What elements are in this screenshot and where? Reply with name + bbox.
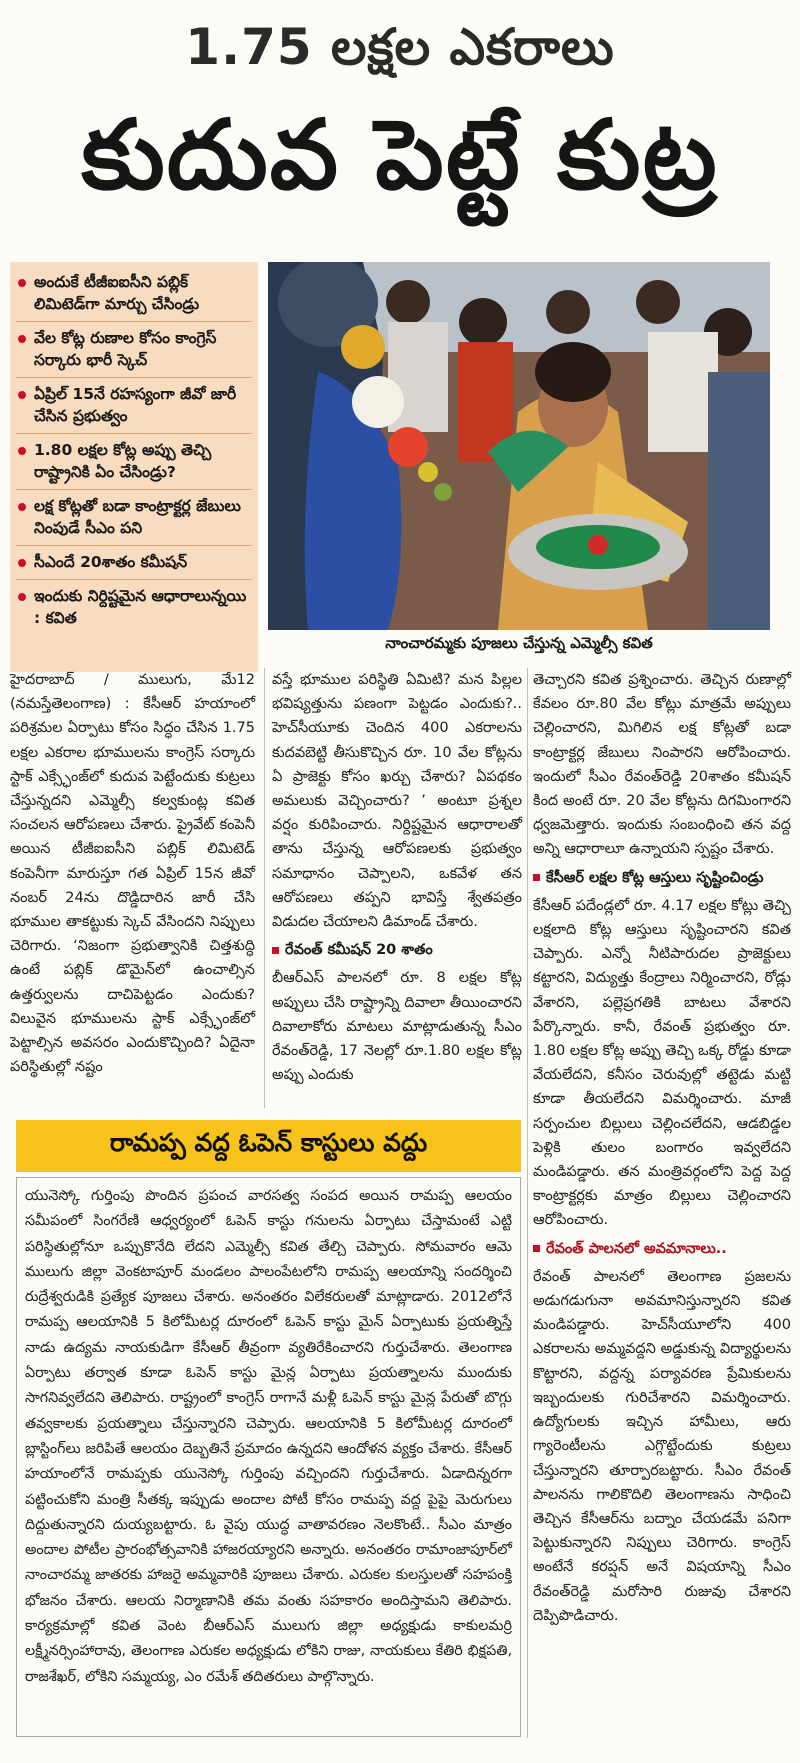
subheading: రేవంత్ కమీషన్ 20 శాతం — [272, 938, 522, 962]
bullet-icon — [18, 593, 26, 601]
body-paragraph: హైదరాబాద్ / ములుగు, మే12 (నమస్తేతెలంగాణ) : కేసీఆర్ హయాంలో పరిశ్రమల ఏర్పాటు కోసం సిద్ధం చేసిన 1.75 లక్షల ఎకరాల భూములను కాంగ్రెస్ సర్కారు స్టాక్ ఎక్స్ఛేంజ్‌లో కుదువ పెట్టేందుకు కుట్రలు చేస్తున్నదని ఎమ్మెల్సీ కల్వకుంట్ల కవిత సంచలన ఆరోపణలు చేశారు. ప్రైవేట్ కంపెనీ అయిన టీజీఐఐసీని పబ్లిక్ లిమిటెడ్ కంపెనీగా మారుస్తూ గత ఏప్రిల్ 15న జీవో నంబర్ 24ను దొడ్డిదారిన జారీ చేసి భూముల తాకట్టుకు స్కెచ్ వేసిందని నిప్పులు చెరిగారు. ‘నిజంగా ప్రభుత్వానికి చిత్తశుద్ధి ఉంటే పబ్లిక్ డొమైన్‌లో ఉంచాల్సిన ఉత్తర్వులను దాచిపెట్టడం ఎందుకు? విలువైన భూములను స్టాక్ ఎక్స్ఛేంజ్‌లో పెట్టాల్సిన అవసరం ఎందుకొచ్చింది? ఏదైనా పరిస్థితుల్లో నష్టం — [10, 672, 255, 1076]
bullet-icon — [272, 947, 279, 954]
bullet-icon — [18, 279, 26, 287]
news-photo — [268, 262, 770, 630]
highlight-item: వేల కోట్ల రుణాల కోసం కాంగ్రెస్ సర్కారు భారీ స్కెచ్ — [16, 322, 252, 378]
article-column-3 — [533, 668, 791, 1628]
kicker-headline: 1.75 లక్షల ఎకరాలు — [185, 18, 615, 76]
bullet-icon — [18, 391, 26, 399]
main-headline: కుదువ పెట్టే కుట్ర — [81, 99, 719, 211]
bullet-icon — [533, 874, 540, 881]
column-divider — [527, 668, 528, 1738]
bullet-icon — [18, 559, 26, 567]
photo-illustration — [268, 262, 770, 630]
box-article: యునెస్కో గుర్తింపు పొందిన ప్రపంచ వారసత్వ సంపద అయిన రామప్ప ఆలయం సమీపంలో సింగరేణి ఆధ్వర్యంలో ఓపెన్ కాస్టు గనులను ఏర్పాటు చేస్తామంటే ఎట్టి పరిస్థితుల్లోనూ ఒప్పుకొనేది లేదని ఎమ్మెల్సీ కవిత తేల్చి చెప్పారు. సోమవారం ఆమె ములుగు జిల్లా వెంకటాపూర్ మండలం పాలంపేటలోని రామప్ప ఆలయాన్ని సందర్శించి రుద్రేశ్వరుడికి ప్రత్యేక పూజలు చేశారు. అనంతరం విలేకరులతో మాట్లాడారు. 2012లోనే రామప్ప ఆలయానికి 5 కిలోమీటర్ల దూరంలో ఓపెన్ కాస్టు మైన్ ఏర్పాటుకు ప్రయత్నిస్తే నాడు ఉద్యమ నాయకుడిగా కేసీఆర్ తీవ్రంగా వ్యతిరేకించారని గుర్తుచేశారు. తెలంగాణ ఏర్పాటు తర్వాత కూడా ఓపెన్ కాస్టు మైన్ల ఏర్పాటు ప్రయత్నాలను ముందుకు సాగనివ్వలేదని తెలిపారు. రాష్ట్రంలో కాంగ్రెస్ రాగానే మళ్లీ ఓపెన్ కాస్టు మైన్ల పేరుతో బొగ్గు తవ్వకాలకు ప్రయత్నాలు చేస్తున్నారని చెప్పారు. ఆలయానికి 5 కిలోమీటర్ల దూరంలో బ్లాస్టింగ్‌లు జరిపితే ఆలయం దెబ్బతినే ప్రమాదం ఉన్నదని ఆందోళన వ్యక్తం చేశారు. కేసీఆర్ హయాంలోనే రామప్పకు యునెస్కో గుర్తింపు వచ్చిందని గుర్తుచేశారు. ఏడాదిన్నరగా పట్టించుకోని మంత్రి సీతక్క ఇప్పుడు అందాల పోటీ కోసం రామప్ప వద్ద పైపై మెరుగులు దిద్దుతున్నారని దుయ్యబట్టారు. ఓ వైపు యుద్ధ వాతావరణం నెలకొంటే.. సీఎం మాత్రం అందాల పోటీల ప్రారంభోత్సవానికి హాజరయ్యారని అన్నారు. అనంతరం రామాంజాపూర్‌లో నాంచారమ్మ జాతరకు హాజరై అమ్మవారికి పూజలు చేశారు. ఎరుకల కులస్తులతో సహపంక్తి భోజనం చేశారు. ఆలయ నిర్మాణానికి తమ వంతు సహకారం అందిస్తామని తెలిపారు. కార్యక్రమాల్లో కవిత వెంట బీఆర్ఎస్ ములుగు జిల్లా అధ్యక్షుడు కాకులమర్రి లక్ష్మీనర్సింహారావు, తెలంగాణ ఎరుకల అధ్యక్షుడు లోకిని రాజు, నాయకులు కేతిరి భిక్షపతి, రాజశేఖర్, లోకిని సమ్మయ్య, ఎం రమేశ్ తదితరులు పాల్గొన్నారు. — [16, 1177, 521, 1737]
highlight-item: అందుకే టీజీఐఐసీని పబ్లిక్ లిమిటెడ్‌గా మార్చు చేసిండ్రు — [16, 266, 252, 322]
body-paragraph: కేసీఆర్ పదేండ్లలో రూ. 4.17 లక్షల కోట్లు తెచ్చి లక్షలాది కోట్ల ఆస్తులు సృష్టించారని కవిత చెప్పారు. ఎన్నో నీటిపారుదల ప్రాజెక్టులు కట్టారని, విద్యుత్తు కేంద్రాలు నిర్మించారని, రోడ్లు వేశారని, పల్లెప్రగతికి బాటలు వేశారని పేర్కొన్నారు. కానీ, రేవంత్ ప్రభుత్వం రూ. 1.80 లక్షల కోట్ల అప్పు తెచ్చి ఒక్క రోడ్డు కూడా వేయలేదని, కనీసం చెరువుల్లో తట్టెడు మట్టి కూడా తీయలేదని విమర్శించారు. మాజీ సర్పంచుల బిల్లులు చెల్లించలేదని, ఆడబిడ్డల పెళ్లికి తులం బంగారం ఇవ్వలేదని మండిపడ్డారు. తన మంత్రివర్గంలోని పెద్ద పెద్ద కాంట్రాక్టర్లకు మాత్రం బిల్లులు చెల్లించారని ఆరోపించారు. — [533, 897, 791, 1229]
highlight-item: ఏప్రిల్ 15నే రహస్యంగా జీవో జారీ చేసిన ప్రభుత్వం — [16, 378, 252, 434]
bullet-icon — [18, 503, 26, 511]
bullet-icon — [18, 335, 26, 343]
body-paragraph: వస్తే భూముల పరిస్థితి ఏమిటి? మన పిల్లల భవిష్యత్తును పణంగా పెట్టడం ఎందుకు?.. హెచ్‌సీయూకు చెందిన 400 ఎకరాలను కుదవబెట్టి తీసుకొచ్చిన రూ. 10 వేల కోట్లను ఏ ప్రాజెక్టు కోసం ఖర్చు చేశారు? ఏపథకం అమలుకు వెచ్చించారు? ’ అంటూ ప్రశ్నల వర్షం కురిపించారు. నిర్దిష్టమైన ఆధారాలతో తాను చేస్తున్న ఆరోపణలకు ప్రభుత్వం సమాధానం చెప్పాలని, ఒకవేళ తన ఆరోపణలు తప్పని భావిస్తే శ్వేతపత్రం విడుదల చేయాలని డిమాండ్ చేశారు. — [272, 672, 522, 931]
highlight-item: 1.80 లక్షల కోట్ల అప్పు తెచ్చి రాష్ట్రానికి ఏం చేసిండ్రు? — [16, 434, 252, 490]
bullet-icon — [533, 1245, 540, 1252]
subheading: కేసీఆర్ లక్షల కోట్ల ఆస్తులు సృష్టించిండ్రు — [533, 866, 791, 890]
body-paragraph: రేవంత్ పాలనలో తెలంగాణ ప్రజలను అడుగడుగునా అవమానిస్తున్నారని కవిత మండిపడ్డారు. హెచ్‌సీయూలోని 400 ఎకరాలను అమ్మవద్దని అడ్డుకున్న విద్యార్థులను కొట్టారని, వద్దన్న పర్యావరణ ప్రేమికులను ఇబ్బందులకు గురిచేశారని విమర్శించారు. ఉద్యోగులకు ఇచ్చిన హామీలు, ఆరు గ్యారెంటీలను ఎగ్గొట్టేందుకు కుట్రలు చేస్తున్నారని తూర్పారబట్టారు. సీఎం రేవంత్ పాలనను గాలికొదిలి తెలంగాణను సాధించి తెచ్చిన కేసీఆర్‌ను బద్నాం చేయడమే పనిగా పెట్టుకున్నారని నిప్పులు చెరిగారు. కాంగ్రెస్ అంటేనే కరప్షన్ అనే విషయాన్ని సీఎం రేవంత్‌రెడ్డి మరోసారి రుజువు చేశారని దెప్పిపొడిచారు. — [533, 1268, 791, 1624]
article-column-1 — [10, 668, 255, 1079]
highlight-item: లక్ష కోట్లతో బడా కాంట్రాక్టర్ల జేబులు నింపుడే సీఎం పని — [16, 490, 252, 546]
bullet-icon — [18, 447, 26, 455]
highlight-item: సీఎందే 20శాతం కమీషన్ — [16, 546, 252, 580]
box-headline: రామప్ప వద్ద ఓపెన్ కాస్టులు వద్దు — [16, 1120, 521, 1172]
body-paragraph: బీఆర్ఎస్ పాలనలో రూ. 8 లక్షల కోట్ల అప్పులు చేసి రాష్ట్రాన్ని దివాలా తీయించారని దివాలాకోరు మాటలు మాట్లాడుతున్న సీఎం రేవంత్‌రెడ్డి, 17 నెలల్లో రూ.1.80 లక్షల కోట్ల అప్పు ఎందుకు — [272, 970, 522, 1084]
column-divider — [264, 668, 265, 1108]
article-column-2 — [272, 668, 522, 1087]
highlight-item: ఇందుకు నిర్దిష్టమైన ఆధారాలున్నయి : కవిత — [16, 580, 252, 635]
body-paragraph: తెచ్చారని కవిత ప్రశ్నించారు. తెచ్చిన రుణాల్లో కేవలం రూ.80 వేల కోట్లు మాత్రమే అప్పులు చెల్లించారని, మిగిలిన లక్ష కోట్లతో బడా కాంట్రాక్టర్ల జేబులు నింపారని ఆరోపించారు. ఇందులో సీఎం రేవంత్‌రెడ్డి 20శాతం కమీషన్ కింద అంటే రూ. 20 వేల కోట్లను దిగమింగారని ధ్వజమెత్తారు. ఇందుకు సంబంధించి తన వద్ద అన్ని ఆధారాలూ ఉన్నాయని స్పష్టం చేశారు. — [533, 672, 791, 858]
highlights-box — [10, 262, 258, 672]
photo-caption: నాంచారమ్మకు పూజలు చేస్తున్న ఎమ్మెల్సీ కవిత — [385, 634, 653, 652]
subheading: రేవంత్ పాలనలో అవమానాలు.. — [533, 1237, 791, 1261]
